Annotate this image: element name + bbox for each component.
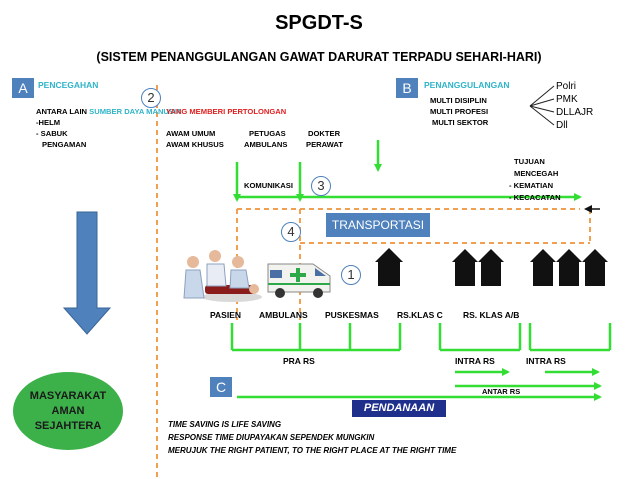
number-2: 2: [141, 88, 161, 108]
kematian-text: - KEMATIAN: [509, 181, 554, 190]
petugas-text: PETUGAS: [249, 129, 286, 138]
multi-profesi-text: MULTI PROFESI: [430, 107, 489, 116]
komunikasi-label: KOMUNIKASI: [244, 181, 293, 190]
page-subtitle: (SISTEM PENANGGULANGAN GAWAT DARURAT TERPADU SEHARI-HARI): [96, 50, 542, 64]
intra-rs-label-2: INTRA RS: [526, 356, 566, 366]
sejahtera-text: SEJAHTERA: [34, 419, 102, 432]
pencegahan-line1: [36, 106, 182, 117]
rs-klas-ab-building-icon: [530, 249, 608, 286]
agency-dllajr: DLLAJR: [556, 107, 594, 118]
penanggulangan-heading: PENANGGULANGAN: [424, 80, 510, 90]
pengaman-text: PENGAMAN: [42, 140, 87, 149]
puskesmas-building-icon: [375, 248, 403, 286]
intra-rs-label-1: INTRA RS: [455, 356, 495, 366]
perawat-text: PERAWAT: [306, 140, 343, 149]
agency-pmk: PMK: [556, 94, 578, 105]
pra-rs-label: PRA RS: [283, 356, 315, 366]
pendanaan-box: PENDANAAN: [352, 400, 446, 417]
section-c-label: C: [210, 377, 232, 397]
node-rs-klas-ab: RS. KLAS A/B: [463, 310, 520, 320]
node-rs-klas-c: RS.KLAS C: [397, 310, 443, 320]
pertolongan-heading: YANG MEMBERI PERTOLONGAN: [166, 107, 287, 116]
mencegah-text: MENCEGAH: [514, 169, 559, 178]
multi-disiplin-text: MULTI DISIPLIN: [430, 96, 487, 105]
section-a-label: A: [12, 78, 34, 98]
node-ambulans: AMBULANS: [259, 310, 308, 320]
awam-khusus-text: AWAM KHUSUS: [166, 140, 224, 149]
sabuk-text: - SABUK: [36, 129, 68, 138]
helm-text: -HELM: [36, 118, 61, 127]
page-title: SPGDT-S: [275, 12, 363, 34]
section-b-label: B: [396, 78, 418, 98]
aman-text: AMAN: [51, 404, 85, 417]
awam-umum-text: AWAM UMUM: [166, 129, 216, 138]
masyarakat-ellipse: [13, 372, 123, 450]
agency-polri: Polri: [556, 81, 577, 92]
number-4: 4: [281, 222, 301, 242]
agency-connector-lines: [528, 80, 558, 132]
node-puskesmas: PUSKESMAS: [325, 310, 379, 320]
tujuan-text: TUJUAN: [514, 157, 545, 166]
dokter-text: DOKTER: [308, 129, 341, 138]
masyarakat-text: MASYARAKAT: [29, 389, 107, 402]
down-arrow-icon: [64, 212, 110, 334]
antara-lain-text: ANTARA LAIN: [36, 107, 88, 116]
agency-dll: Dll: [556, 120, 568, 131]
note-time-saving: TIME SAVING IS LIFE SAVING: [168, 420, 282, 429]
kecacatan-text: - KECACATAN: [509, 193, 561, 202]
number-1: 1: [341, 265, 361, 285]
patient-rescuers-icon: [184, 250, 262, 302]
ambulans-text: AMBULANS: [244, 140, 288, 149]
sumber-daya-text: SUMBER DAYA MANUSIA: [89, 107, 182, 116]
note-merujuk: MERUJUK THE RIGHT PATIENT, TO THE RIGHT PLACE AT THE RIGHT TIME: [168, 446, 457, 455]
rs-klas-c-building-icon: [452, 249, 504, 286]
transportasi-box: TRANSPORTASI: [326, 213, 430, 237]
node-pasien: PASIEN: [210, 310, 242, 320]
antar-rs-label: ANTAR RS: [482, 387, 521, 396]
note-response-time: RESPONSE TIME DIUPAYAKAN SEPENDEK MUNGKIN: [168, 433, 375, 442]
pencegahan-heading: PENCEGAHAN: [38, 80, 99, 90]
multi-sektor-text: MULTI SEKTOR: [432, 118, 489, 127]
number-3: 3: [311, 176, 331, 196]
